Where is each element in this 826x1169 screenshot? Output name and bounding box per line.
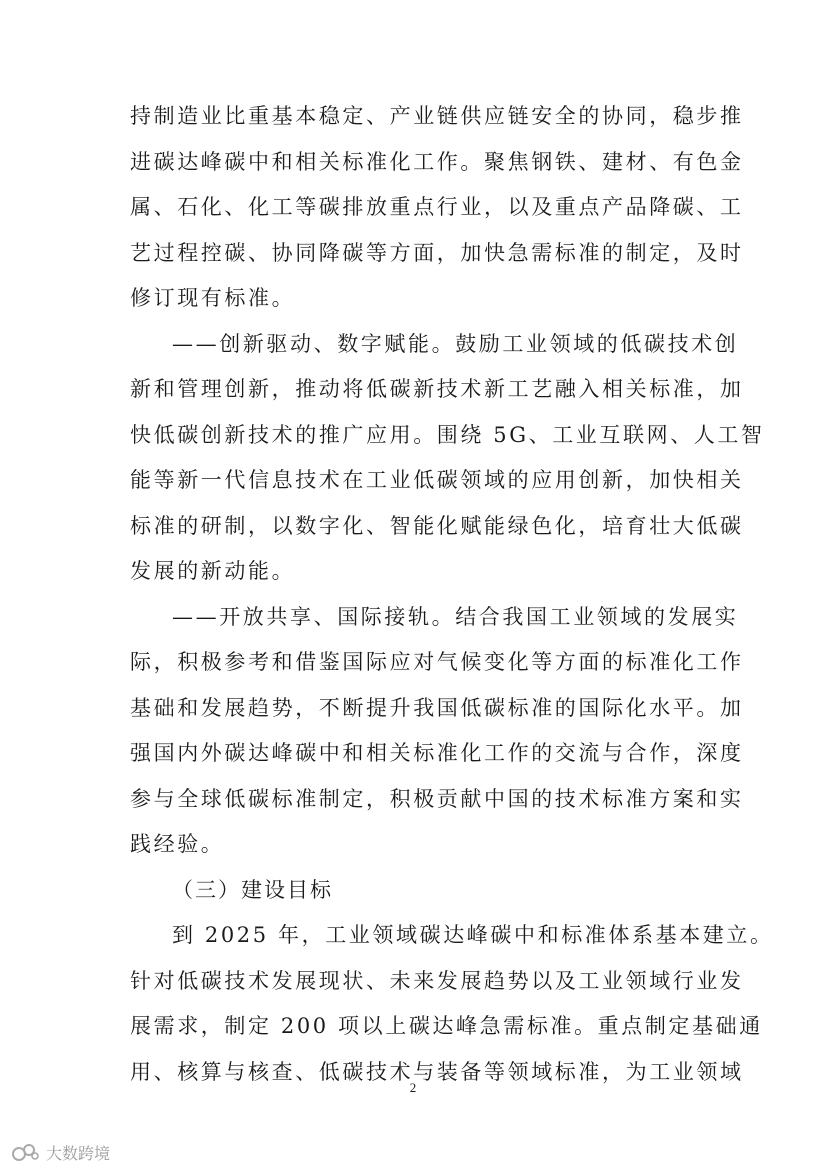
text-line: 到 2025 年，工业领域碳达峰碳中和标准体系基本建立。	[172, 923, 774, 947]
text-line: 持制造业比重基本稳定、产业链供应链安全的协同，稳步推	[130, 104, 744, 128]
text-line: 艺过程控碳、协同降碳等方面，加快急需标准的制定，及时	[130, 241, 744, 265]
text-line: 用、核算与核查、低碳技术与装备等领域标准，为工业领域	[130, 1060, 744, 1084]
text-line: 修订现有标准。	[130, 286, 296, 310]
text-line: 标准的研制，以数字化、智能化赋能绿色化，培育壮大低碳	[130, 514, 744, 538]
text-line: 发展的新动能。	[130, 559, 296, 583]
text-line: 践经验。	[130, 832, 225, 856]
text-line: ——开放共享、国际接轨。结合我国工业领域的发展实	[172, 605, 739, 629]
text-line: 针对低碳技术发展现状、未来发展趋势以及工业领域行业发	[130, 969, 744, 993]
watermark	[10, 1140, 110, 1164]
watermark-text: 大数跨境	[46, 1143, 111, 1163]
text-line: 快低碳创新技术的推广应用。围绕 5G、工业互联网、人工智	[130, 423, 765, 447]
text-line: 际，积极参考和借鉴国际应对气候变化等方面的标准化工作	[130, 650, 744, 674]
watermark-logo-icon	[10, 1141, 40, 1163]
text-line: 展需求，制定 200 项以上碳达峰急需标准。重点制定基础通	[130, 1014, 763, 1038]
text-line: 能等新一代信息技术在工业低碳领域的应用创新，加快相关	[130, 468, 744, 492]
text-line: 属、石化、化工等碳排放重点行业，以及重点产品降碳、工	[130, 195, 744, 219]
text-line: 基础和发展趋势，不断提升我国低碳标准的国际化水平。加	[130, 696, 744, 720]
text-line: ——创新驱动、数字赋能。鼓励工业领域的低碳技术创	[172, 332, 739, 356]
page-number: 2	[409, 1080, 417, 1095]
text-line: 参与全球低碳标准制定，积极贡献中国的技术标准方案和实	[130, 787, 744, 811]
text-line: 新和管理创新，推动将低碳新技术新工艺融入相关标准，加	[130, 377, 744, 401]
text-line: 进碳达峰碳中和相关标准化工作。聚焦钢铁、建材、有色金	[130, 150, 744, 174]
text-line: 强国内外碳达峰碳中和相关标准化工作的交流与合作，深度	[130, 741, 744, 765]
section-heading: （三）建设目标	[172, 878, 333, 902]
